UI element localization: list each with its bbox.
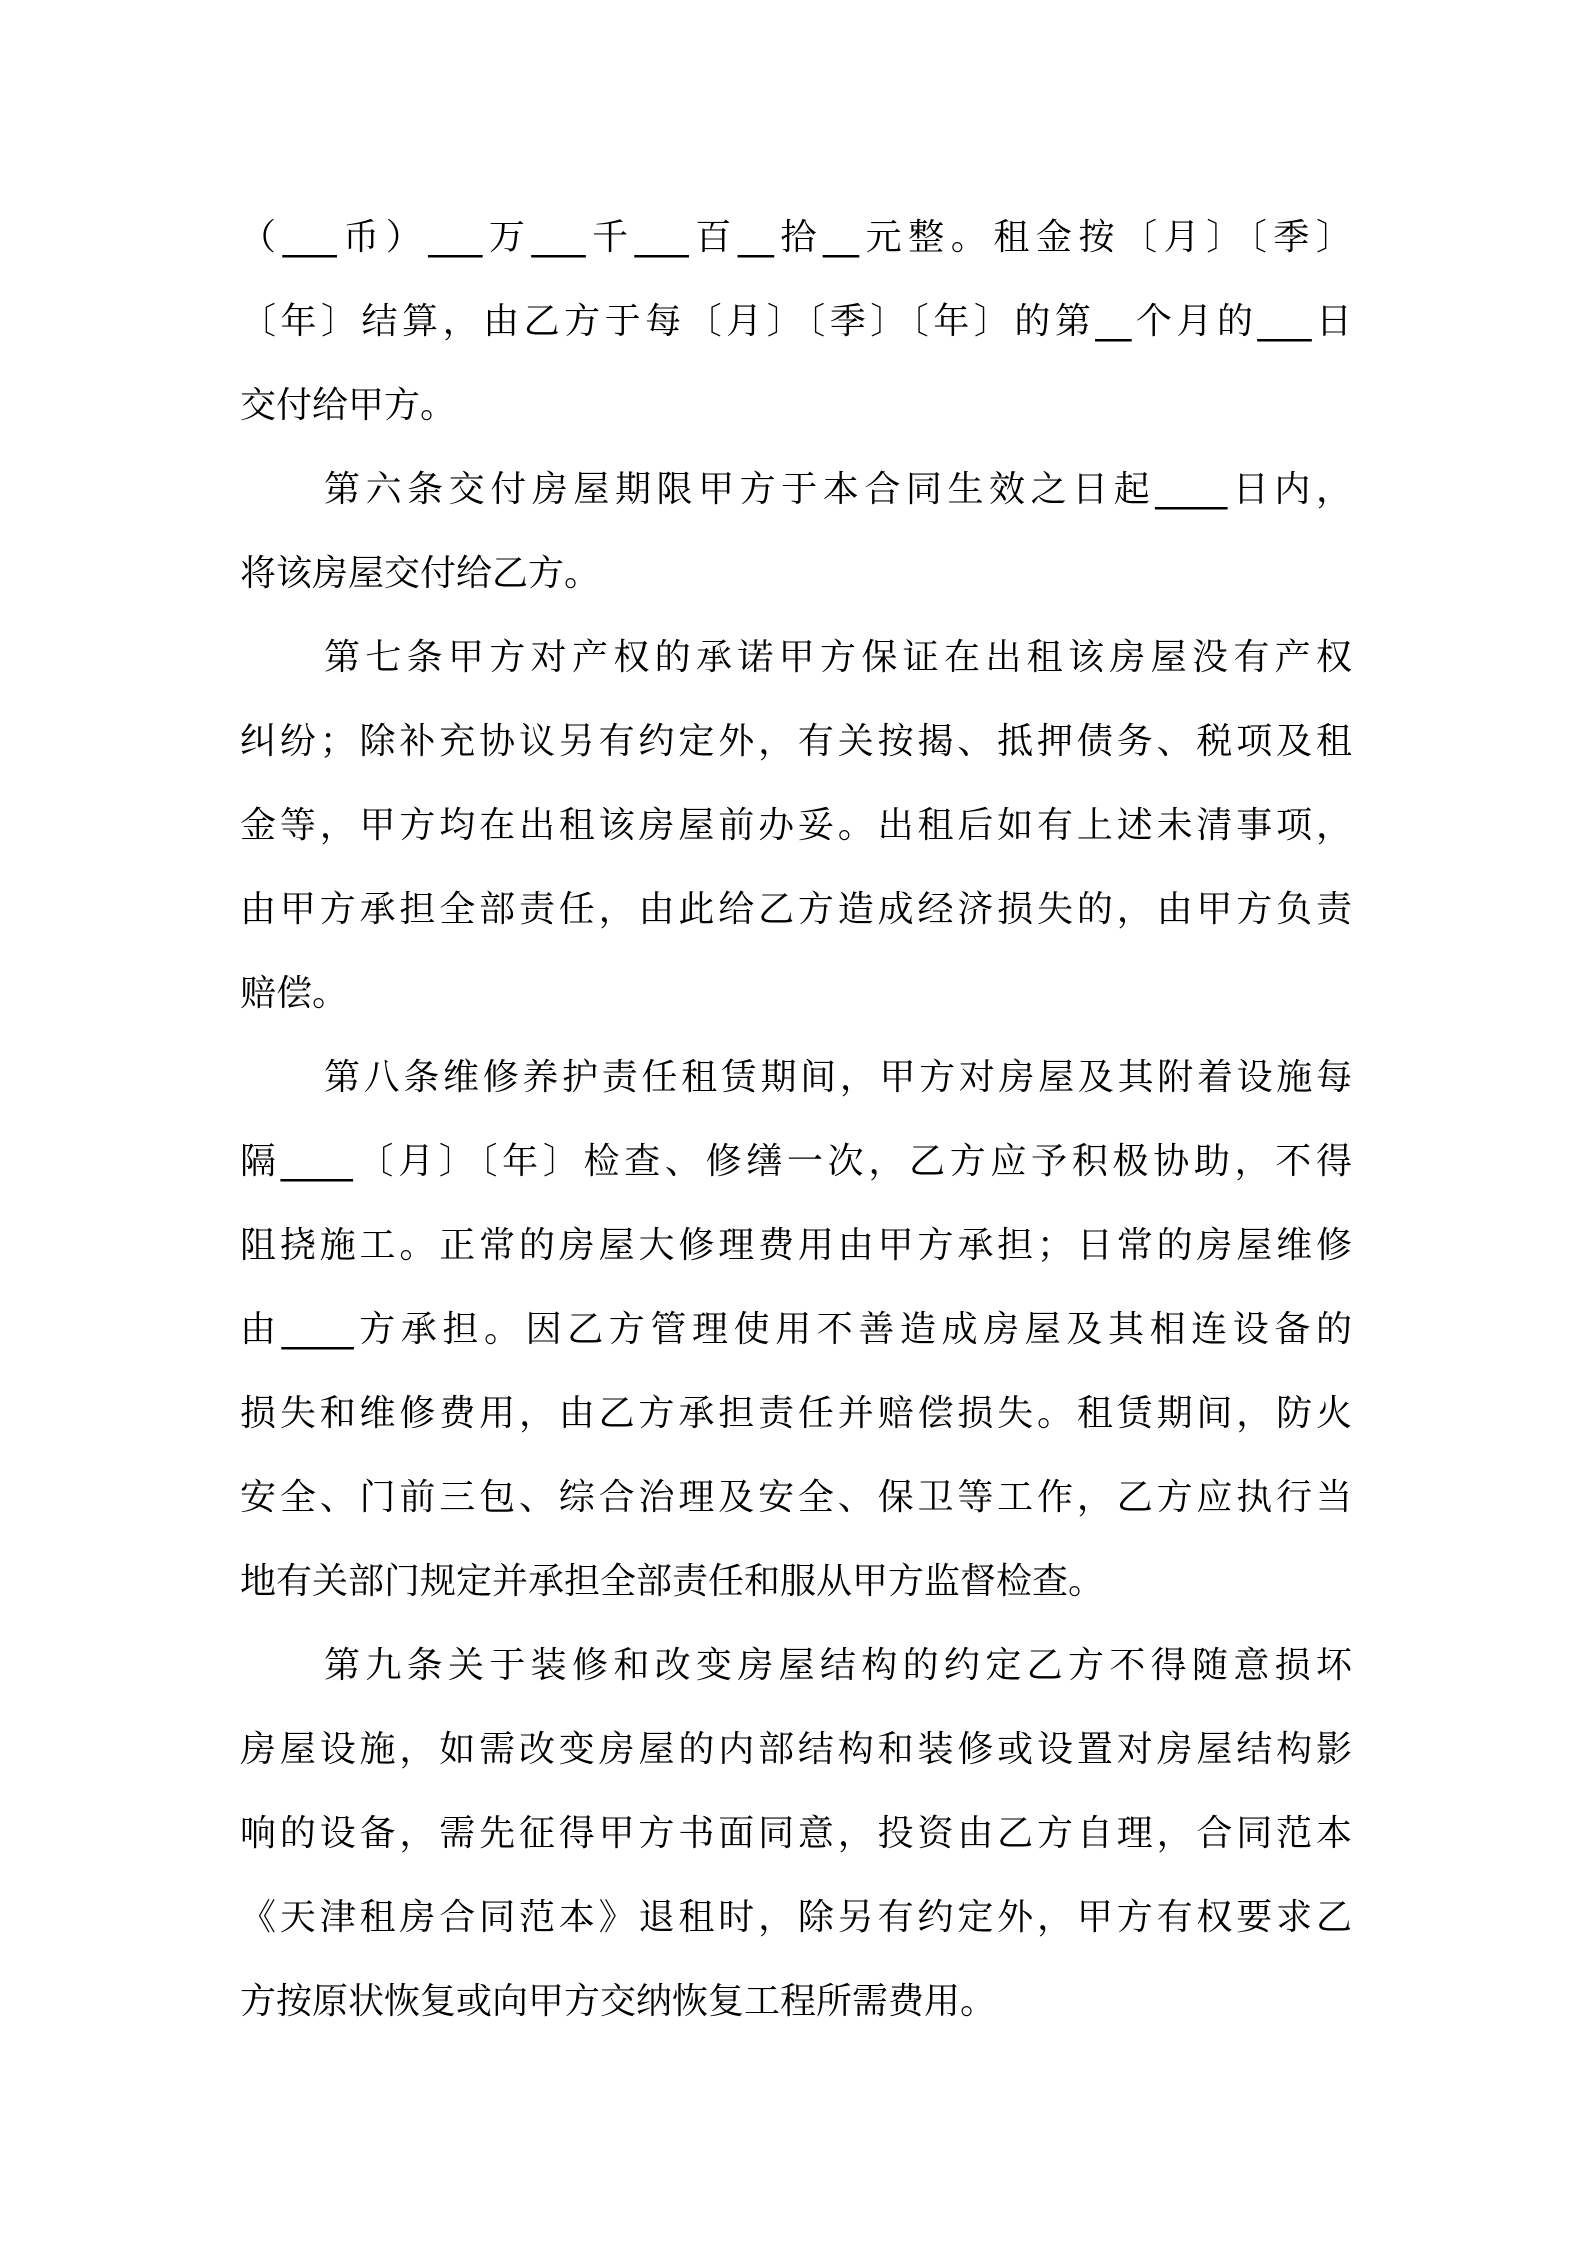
text-line: 第七条甲方对产权的承诺甲方保证在出租该房屋没有产权 <box>324 637 1352 678</box>
text-line: 《天津租房合同范本》退租时，除另有约定外，甲方有权要求乙 <box>240 1897 1352 1938</box>
text-line: 安全、门前三包、综合治理及安全、保卫等工作，乙方应执行当 <box>240 1477 1352 1518</box>
text-line: 交付给甲方。 <box>240 385 457 426</box>
text-line: 将该房屋交付给乙方。 <box>240 553 601 594</box>
text-line: 房屋设施，如需改变房屋的内部结构和装修或设置对房屋结构影 <box>240 1729 1352 1770</box>
paragraph-rent-settlement <box>240 196 1352 448</box>
text-line: 纠纷；除补充协议另有约定外，有关按揭、抵押债务、税项及租 <box>240 721 1352 762</box>
text-line: 第九条关于装修和改变房屋结构的约定乙方不得随意损坏 <box>324 1645 1352 1686</box>
paragraph-article-9 <box>240 1624 1352 2044</box>
text-line: 方按原状恢复或向甲方交纳恢复工程所需费用。 <box>240 1981 997 2022</box>
text-line: 地有关部门规定并承担全部责任和服从甲方监督检查。 <box>240 1561 1105 1602</box>
text-line: 由____方承担。因乙方管理使用不善造成房屋及其相连设备的 <box>240 1309 1352 1350</box>
text-line: 响的设备，需先征得甲方书面同意，投资由乙方自理，合同范本 <box>240 1813 1352 1854</box>
text-line: 隔____〔月〕〔年〕检查、修缮一次，乙方应予积极协助，不得 <box>240 1141 1352 1182</box>
text-line: 阻挠施工。正常的房屋大修理费用由甲方承担；日常的房屋维修 <box>240 1225 1352 1266</box>
text-line: 赔偿。 <box>240 973 349 1014</box>
text-line: （___币）___万___千___百__拾__元整。租金按〔月〕〔季〕 <box>240 217 1352 258</box>
paragraph-article-6 <box>240 448 1352 616</box>
text-line: 第八条维修养护责任租赁期间，甲方对房屋及其附着设施每 <box>324 1057 1352 1098</box>
text-line: 〔年〕结算，由乙方于每〔月〕〔季〕〔年〕的第__个月的___日 <box>240 301 1352 342</box>
paragraph-article-7 <box>240 616 1352 1036</box>
paragraph-article-8 <box>240 1036 1352 1624</box>
text-line: 损失和维修费用，由乙方承担责任并赔偿损失。租赁期间，防火 <box>240 1393 1352 1434</box>
text-line: 第六条交付房屋期限甲方于本合同生效之日起____日内， <box>324 469 1352 510</box>
text-line: 由甲方承担全部责任，由此给乙方造成经济损失的，由甲方负责 <box>240 889 1352 930</box>
text-line: 金等，甲方均在出租该房屋前办妥。出租后如有上述未清事项， <box>240 805 1352 846</box>
document-body <box>240 196 1352 2044</box>
